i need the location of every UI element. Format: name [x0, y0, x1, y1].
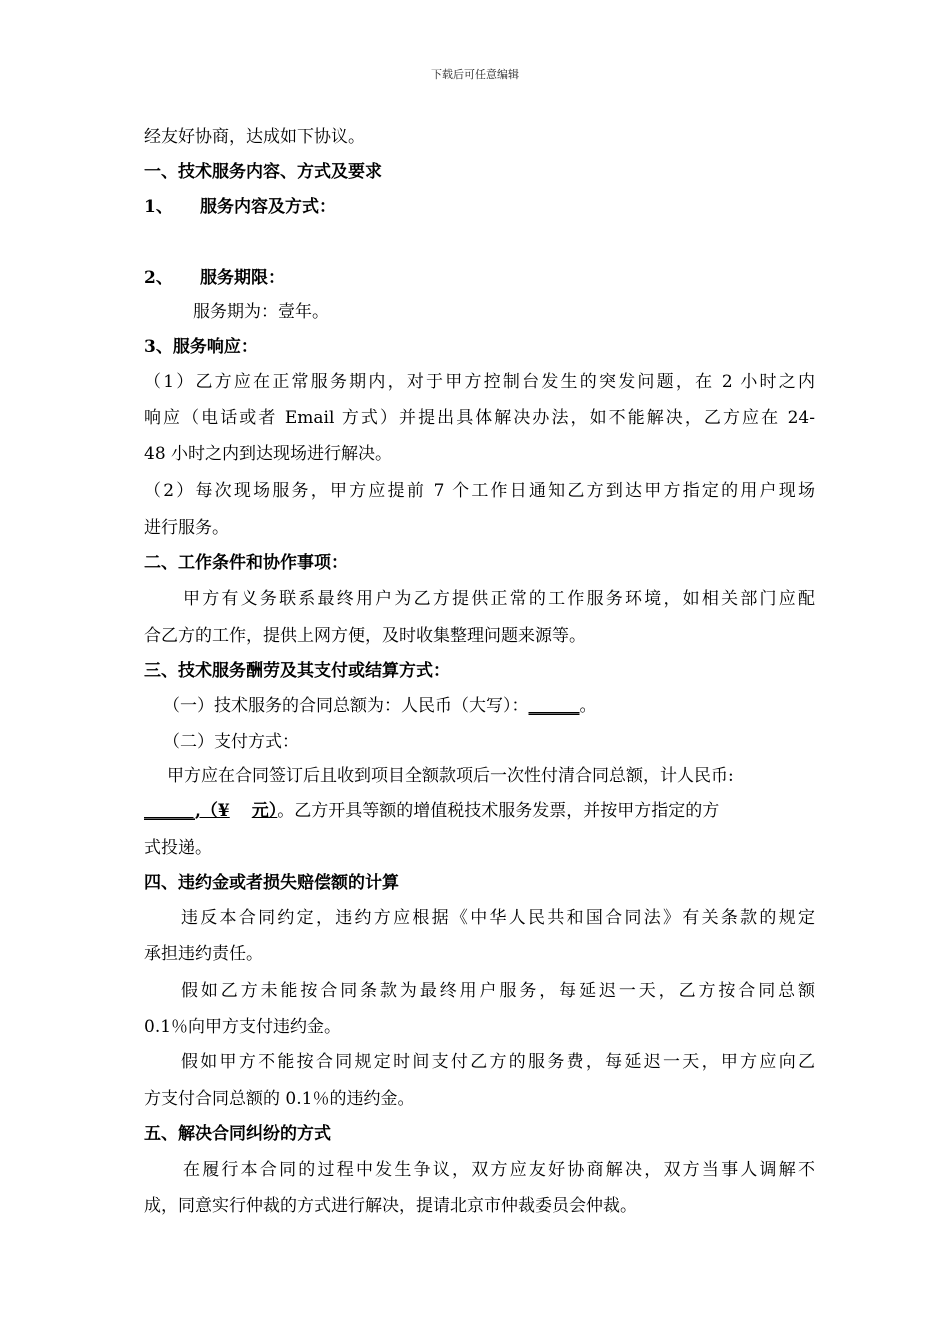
paragraph: 经友好协商，达成如下协议。: [144, 127, 365, 147]
period: 。: [579, 696, 597, 716]
section-heading: 四、违约金或者损失赔偿额的计算: [144, 873, 399, 893]
paragraph-line: 在履行本合同的过程中发生争议，双方应友好协商解决，双方当事人调解不: [183, 1160, 815, 1180]
item-number: 2、: [144, 268, 173, 288]
paragraph-line: （二）支付方式：: [163, 732, 299, 752]
amount-blank: ______,（¥: [144, 801, 230, 821]
paragraph-line: [144, 801, 719, 821]
paragraph-line: 承担违约责任。: [144, 944, 263, 964]
paragraph-line: （2）每次现场服务，甲方应提前 7 个工作日通知乙方到达甲方指定的用户现场: [144, 481, 815, 501]
item-heading: 服务期限：: [200, 268, 285, 288]
paragraph-line: 甲方有义务联系最终用户为乙方提供正常的工作服务环境，如相关部门应配: [183, 589, 815, 609]
paragraph-line: 方支付合同总额的 0.1％的违约金。: [144, 1089, 415, 1109]
paragraph-line: 甲方应在合同签订后且收到项目全额款项后一次性付清合同总额，计人民币:: [167, 766, 734, 786]
paragraph-line: 合乙方的工作，提供上网方便，及时收集整理问题来源等。: [144, 626, 586, 646]
item-number: 1、: [144, 197, 173, 217]
paragraph-line: 假如乙方未能按合同条款为最终用户服务，每延迟一天，乙方按合同总额: [181, 981, 815, 1001]
paragraph-line: 0.1％向甲方支付违约金。: [144, 1017, 342, 1037]
paragraph-line: 响应（电话或者 Email 方式）并提出具体解决办法，如不能解决，乙方应在 24-: [144, 408, 815, 428]
item-heading: 服务内容及方式：: [200, 197, 336, 217]
paragraph-line: [163, 696, 597, 716]
section-heading: 一、技术服务内容、方式及要求: [144, 162, 382, 182]
paragraph-line: 48 小时之内到达现场进行解决。: [144, 444, 393, 464]
paragraph-line: 违反本合同约定，违约方应根据《中华人民共和国合同法》有关条款的规定: [181, 908, 815, 928]
item-heading: 3、服务响应：: [144, 337, 258, 357]
amount-blank: ______: [528, 696, 580, 716]
section-heading: 五、解决合同纠纷的方式: [144, 1124, 331, 1144]
currency-unit: 元）: [251, 801, 278, 821]
paragraph-line: 假如甲方不能按合同规定时间支付乙方的服务费，每延迟一天，甲方应向乙: [181, 1052, 815, 1072]
paragraph-line: 成，同意实行仲裁的方式进行解决，提请北京市仲裁委员会仲裁。: [144, 1196, 637, 1216]
paragraph-line: 式投递。: [144, 838, 212, 858]
page-header: 下载后可任意编辑: [431, 68, 519, 81]
contract-total-label: （一）技术服务的合同总额为：人民币（大写）：: [163, 696, 529, 716]
paragraph-line: 进行服务。: [144, 518, 229, 538]
section-heading: 二、工作条件和协作事项：: [144, 553, 348, 573]
paragraph-text: 。乙方开具等额的增值税技术服务发票，并按甲方指定的方: [277, 801, 720, 821]
paragraph-line: （1）乙方应在正常服务期内，对于甲方控制台发生的突发问题，在 2 小时之内: [144, 372, 815, 392]
paragraph: 服务期为：壹年。: [193, 302, 329, 322]
section-heading: 三、技术服务酬劳及其支付或结算方式：: [144, 661, 450, 681]
